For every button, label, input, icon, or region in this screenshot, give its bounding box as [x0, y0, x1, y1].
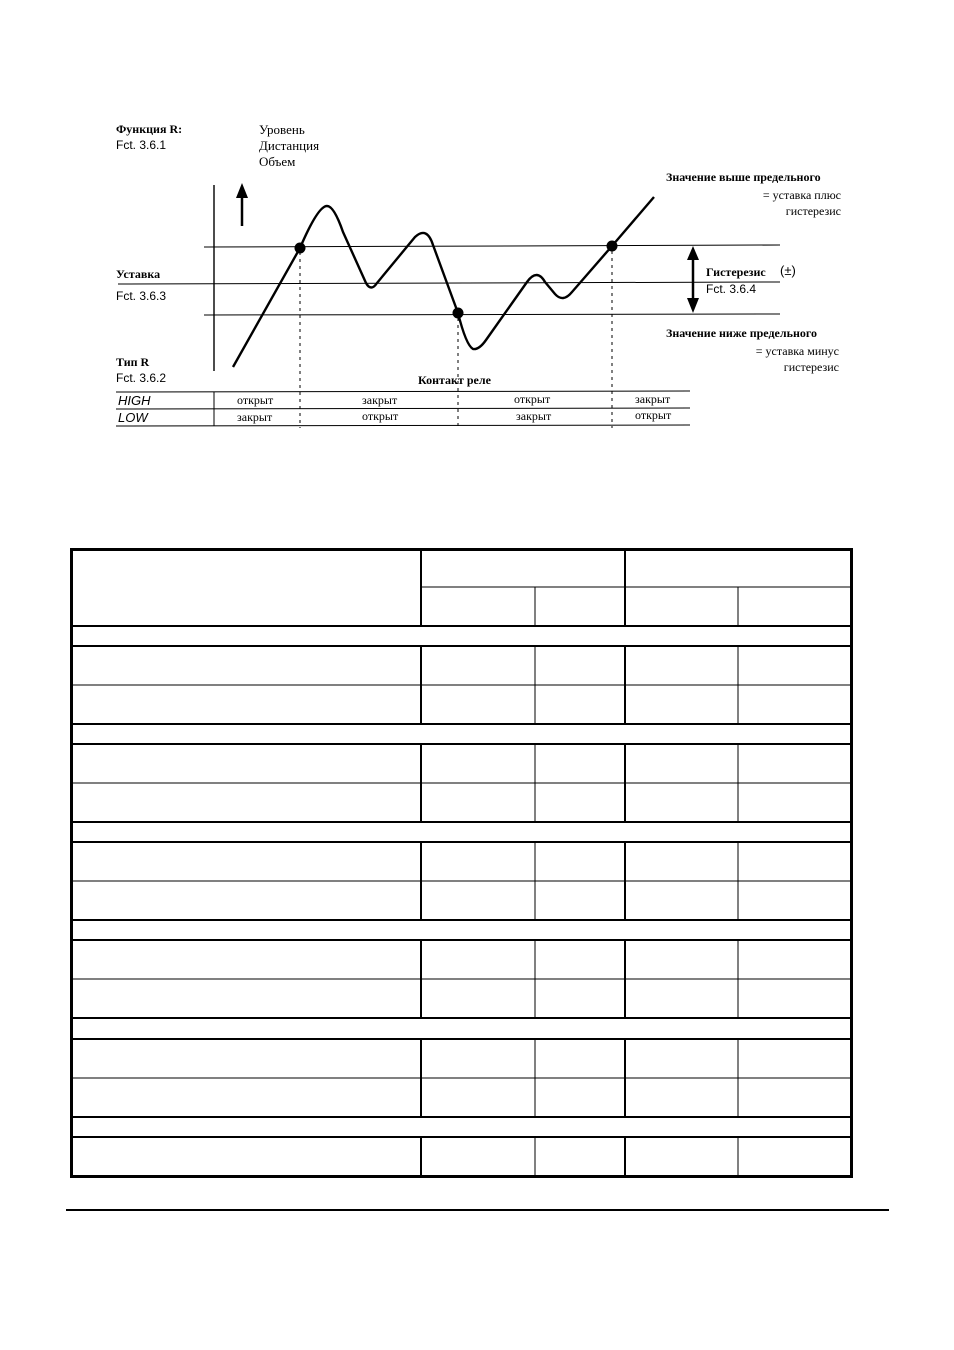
function-title: Функция R: [116, 122, 183, 136]
relay-state: закрыт [635, 392, 671, 406]
crossing-point [453, 308, 464, 319]
below-limit-title: Значение ниже предельного [666, 326, 818, 340]
relay-mode-high: HIGH [118, 393, 151, 408]
hysteresis-fct: Fct. 3.6.4 [706, 282, 757, 296]
lower-limit-line [204, 314, 780, 315]
relay-hysteresis-diagram [0, 0, 954, 520]
relay-state: открыт [514, 392, 551, 406]
below-limit-line1: = уставка минус [755, 344, 839, 358]
above-limit-line1: = уставка плюс [762, 188, 841, 202]
function-option: Объем [259, 154, 296, 169]
setpoint-title: Уставка [116, 267, 161, 281]
relay-state: закрыт [362, 393, 398, 407]
relay-table-line [116, 408, 690, 409]
hysteresis-arrow-bottom [687, 298, 699, 313]
relay-state: открыт [635, 408, 672, 422]
hysteresis-arrow-top [687, 246, 699, 260]
setpoint-fct: Fct. 3.6.3 [116, 289, 167, 303]
type-fct: Fct. 3.6.2 [116, 371, 167, 385]
above-limit-title: Значение выше предельного [666, 170, 821, 184]
up-arrow-head [236, 183, 248, 198]
relay-state: открыт [362, 409, 399, 423]
crossing-point [607, 241, 618, 252]
relay-contact-title: Контакт реле [418, 373, 491, 387]
hysteresis-title: Гистерезис [706, 265, 766, 279]
spec-table-grid [70, 548, 853, 1178]
relay-state: открыт [237, 393, 274, 407]
relay-state: закрыт [237, 410, 273, 424]
hysteresis-symbol: (±) [780, 263, 796, 278]
function-fct: Fct. 3.6.1 [116, 138, 167, 152]
upper-limit-line [204, 245, 780, 247]
below-limit-line2: гистерезис [783, 360, 839, 374]
crossing-point [295, 243, 306, 254]
type-title: Тип R [116, 355, 150, 369]
relay-mode-low: LOW [118, 410, 148, 425]
function-option: Уровень [259, 122, 305, 137]
above-limit-line2: гистерезис [785, 204, 841, 218]
setpoint-line [118, 282, 780, 284]
function-option: Дистанция [259, 138, 320, 153]
table-border [72, 550, 852, 1177]
relay-state: закрыт [516, 409, 552, 423]
relay-table-line [116, 391, 690, 392]
relay-table-line [116, 425, 690, 426]
signal-curve [233, 197, 654, 367]
footer-rule [66, 1209, 889, 1211]
spec-table [70, 548, 853, 1178]
